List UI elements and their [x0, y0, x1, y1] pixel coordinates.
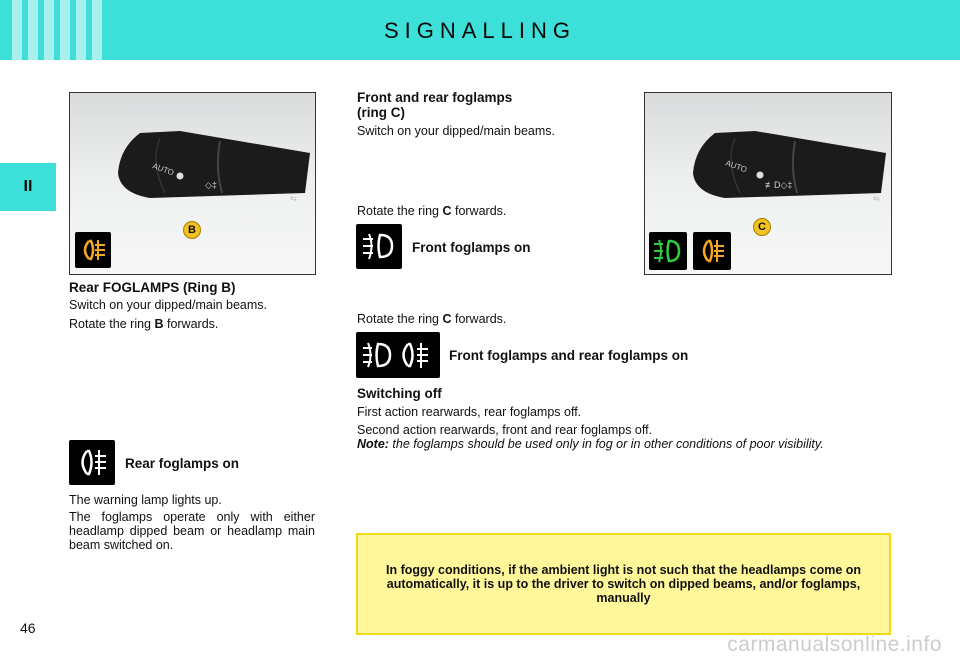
svg-text:AUTO: AUTO — [151, 161, 176, 178]
front-switch-on-text: Switch on your dipped/main beams. — [357, 124, 556, 138]
front-foglamp-indicator-icon — [356, 224, 402, 269]
switching-off-first: First action rearwards, rear foglamps off. — [357, 405, 582, 419]
ring-c-badge: C — [753, 218, 771, 236]
front-rear-rotate-text: Rotate the ring C forwards. — [357, 312, 507, 326]
chapter-tab: II — [0, 163, 56, 211]
front-foglamp-icon — [649, 232, 687, 270]
header-bar — [0, 0, 960, 60]
page-title: SIGNALLING — [383, 18, 577, 43]
front-rotate-text: Rotate the ring C forwards. — [357, 204, 507, 218]
rear-foglamp-indicator-icon — [69, 440, 115, 485]
rear-rotate-text: Rotate the ring B forwards. — [69, 317, 219, 331]
svg-text:AUTO: AUTO — [724, 158, 749, 175]
svg-text:◇‡: ◇‡ — [205, 180, 217, 190]
ring-b-badge: B — [183, 221, 201, 239]
stalk-image-ring-c — [644, 92, 892, 275]
front-foglamps-on-label: Front foglamps on — [412, 240, 531, 255]
switching-off-heading: Switching off — [357, 386, 442, 401]
rear-foglamps-heading: Rear FOGLAMPS (Ring B) — [69, 280, 236, 295]
rear-foglamp-icon — [75, 232, 111, 268]
stalk-image-ring-b — [69, 92, 316, 275]
front-rear-heading: Front and rear foglamps (ring C) — [357, 90, 513, 120]
svg-text:⇆: ⇆ — [290, 194, 297, 203]
svg-text:≢D◇‡: ≢D◇‡ — [765, 180, 793, 190]
rear-foglamp-icon — [693, 232, 731, 270]
switching-off-second: Second action rearwards, front and rear foglamps off. — [357, 423, 653, 437]
front-rear-foglamp-indicator-icon — [356, 332, 440, 378]
front-rear-foglamps-on-label: Front foglamps and rear foglamps on — [449, 348, 689, 363]
fog-advice-text: In foggy conditions, if the ambient light is not such that the headlamps come on automatically, it is up to the driver to switch on dipped beams, and/or foglamps, manually — [385, 563, 862, 605]
fog-advice-box — [356, 533, 891, 635]
chapter-column — [0, 60, 56, 663]
svg-text:⇆: ⇆ — [873, 194, 880, 203]
watermark: carmanualsonline.info — [727, 633, 942, 656]
foglamp-operation-text: The foglamps operate only with either headlamp dipped beam or headlamp main beam switched on. — [69, 510, 315, 552]
warning-lamp-text: The warning lamp lights up. — [69, 493, 222, 507]
page-number: 46 — [20, 620, 36, 636]
foglamp-note: Note: the foglamps should be used only in fog or in other conditions of poor visibility. — [357, 437, 824, 451]
rear-switch-on-text: Switch on your dipped/main beams. — [69, 298, 268, 312]
rear-foglamps-on-label: Rear foglamps on — [125, 456, 240, 471]
